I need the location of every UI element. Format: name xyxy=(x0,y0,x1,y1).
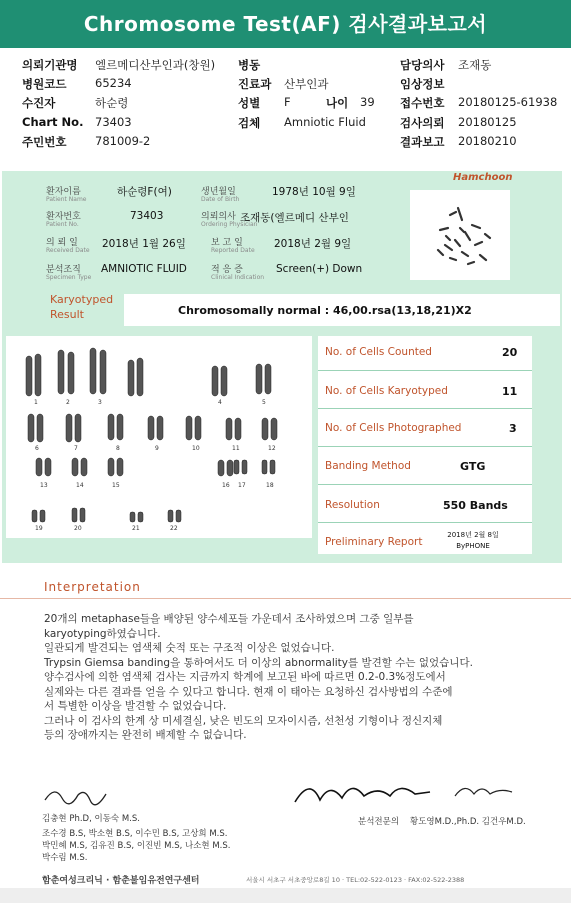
hdr-specimen-value: Amniotic Fluid xyxy=(284,115,366,129)
chr-label-9: 9 xyxy=(155,445,159,452)
received-sub: Received Date xyxy=(46,247,90,254)
footer-address: 서울시 서초구 서초중앙로8길 10 · TEL:02-522-0123 · FAX:02-522-2388 xyxy=(246,876,465,884)
hdr-request-value: 20180125 xyxy=(458,115,517,129)
chr-label-7: 7 xyxy=(74,445,78,452)
stats-divider xyxy=(318,408,532,409)
specialist-label: 분석전문의 xyxy=(358,817,400,827)
hdr-receipt: 접수번호 xyxy=(400,96,445,110)
chr-label-3: 3 xyxy=(98,399,102,406)
cells-karyotyped-label: No. of Cells Karyotyped xyxy=(325,385,448,397)
hdr-code-value: 65234 xyxy=(95,76,132,90)
received-label: 의 뢰 일 xyxy=(46,238,78,248)
metaphase-image xyxy=(410,190,510,280)
hdr-age-value: 39 xyxy=(360,95,375,109)
specimen-sub: Specimen Type xyxy=(46,274,92,281)
hdr-ward: 병동 xyxy=(238,58,261,72)
stats-divider xyxy=(318,446,532,447)
signature-names: 조수경 B.S, 박소현 B.S, 이수민 B.S, 고상희 M.S. xyxy=(42,829,228,839)
chr-label-5: 5 xyxy=(262,399,266,406)
hdr-patient: 수진자 xyxy=(22,96,56,110)
karyotyped-label-1: Karyotyped xyxy=(50,293,114,306)
indication-value: Screen(+) Down xyxy=(276,263,363,275)
hdr-clinic: 의뢰기관명 xyxy=(22,58,78,72)
hdr-result-date-value: 20180210 xyxy=(458,134,517,148)
banding-label: Banding Method xyxy=(325,460,411,472)
stats-divider xyxy=(318,522,532,523)
indication-label: 적 응 증 xyxy=(211,265,243,275)
hdr-request: 검사의뢰 xyxy=(400,116,445,130)
hdr-resident-value: 781009-2 xyxy=(95,134,151,148)
birth-label: 생년월일 xyxy=(201,187,236,197)
hdr-result-date: 결과보고 xyxy=(400,135,445,149)
interpretation-line: 양수검사에 의한 염색체 검사는 지금까지 학계에 보고된 바에 따르면 0.2-0.3%정도에서 xyxy=(44,671,446,683)
hdr-patient-value: 하순령 xyxy=(95,96,129,110)
birth-value: 1978년 10월 9일 xyxy=(272,186,356,198)
chr-label-18: 18 xyxy=(266,482,274,489)
footer-clinic-name: 함춘여성크리닉 · 함춘불임유전연구센터 xyxy=(42,876,200,886)
specimen-label: 분석조직 xyxy=(46,265,81,275)
banding-value: GTG xyxy=(460,460,486,473)
lab-logo: Hamchoon xyxy=(453,172,513,183)
karyogram-chromosomes xyxy=(6,336,312,538)
hdr-dept: 진료과 xyxy=(238,77,272,91)
chr-label-6: 6 xyxy=(35,445,39,452)
interpretation-divider xyxy=(0,598,571,599)
physician-sub: Ordering Physician xyxy=(201,221,258,228)
preliminary-via: ByPHONE xyxy=(456,542,490,550)
chr-label-13: 13 xyxy=(40,482,48,489)
chr-label-14: 14 xyxy=(76,482,84,489)
preliminary-value xyxy=(438,530,508,552)
signature-left xyxy=(40,780,110,810)
signature-names: 박수림 M.S. xyxy=(42,853,88,863)
birth-sub: Date of Birth xyxy=(201,196,240,203)
interpretation-line: karyotyping하였습니다. xyxy=(44,627,161,640)
footer-band xyxy=(0,888,571,903)
hdr-resident: 주민번호 xyxy=(22,135,67,149)
chr-label-10: 10 xyxy=(192,445,200,452)
stats-divider xyxy=(318,370,532,371)
interpretation-title: Interpretation xyxy=(44,580,141,594)
stats-divider xyxy=(318,484,532,485)
interpretation-line: 그러나 이 검사의 한계 상 미세결실, 낮은 빈도의 모자이시즘, 선천성 기형이나 정신지체 xyxy=(44,714,443,727)
resolution-label: Resolution xyxy=(325,499,380,511)
chr-label-11: 11 xyxy=(232,445,240,452)
resolution-value: 550 Bands xyxy=(443,499,508,512)
cells-karyotyped-value: 11 xyxy=(502,385,518,398)
interpretation-line: 20개의 metaphase들을 배양된 양수세포들 가운데서 조사하였으며 그중 일부를 xyxy=(44,613,414,625)
interpretation-line: 실제와는 다른 결과를 얻을 수 있다고 합니다. 현재 이 태아는 요청하신 검사방법의 수준에 xyxy=(44,685,453,698)
chr-label-20: 20 xyxy=(74,525,82,532)
hdr-chart: Chart No. xyxy=(22,115,84,129)
hdr-sex-value: F xyxy=(284,95,291,109)
received-value: 2018년 1월 26일 xyxy=(102,238,186,250)
cells-photographed-label: No. of Cells Photographed xyxy=(325,422,462,434)
cells-counted-value: 20 xyxy=(502,346,518,359)
specimen-value: AMNIOTIC FLUID xyxy=(101,263,187,275)
hdr-clinic-value: 엘르메디산부인과(창원) xyxy=(95,58,216,72)
chr-label-19: 19 xyxy=(35,525,43,532)
chr-label-8: 8 xyxy=(116,445,120,452)
preliminary-label: Preliminary Report xyxy=(325,536,423,548)
hdr-doctor-value: 조재동 xyxy=(458,58,492,72)
signature-right xyxy=(290,772,520,814)
hdr-sex: 성별 xyxy=(238,96,261,110)
interpretation-line: Trypsin Giemsa banding을 통하여서도 더 이상의 abnormality를 발견할 수는 없었습니다. xyxy=(44,656,473,669)
physician-label: 의뢰의사 xyxy=(201,212,236,222)
hdr-age: 나이 xyxy=(326,96,349,110)
indication-sub: Clinical Indication xyxy=(211,274,265,281)
signature-names: 박민혜 M.S, 김유진 B.S, 이진빈 M.S, 나소현 M.S. xyxy=(42,841,231,851)
chr-label-2: 2 xyxy=(66,399,70,406)
karyotyped-label-2: Result xyxy=(50,308,84,321)
interpretation-text xyxy=(44,612,473,743)
hdr-clinical: 임상정보 xyxy=(400,77,445,91)
hdr-doctor: 담당의사 xyxy=(400,58,445,72)
preliminary-date: 2018년 2월 8일 xyxy=(447,531,499,539)
interpretation-line: 서 특별한 이상을 발견할 수 없었습니다. xyxy=(44,700,227,712)
hdr-receipt-value: 20180125-61938 xyxy=(458,95,558,109)
interpretation-line: 등의 장애까지는 완전히 배제할 수 없습니다. xyxy=(44,729,247,741)
patient-no-sub: Patient No. xyxy=(46,221,79,228)
karyotype-result: Chromosomally normal : 46,00.rsa(13,18,21)X2 xyxy=(178,304,472,317)
report-title: Chromosome Test(AF) 검사결과보고서 xyxy=(0,0,571,48)
hdr-specimen: 검체 xyxy=(238,116,261,130)
cells-counted-label: No. of Cells Counted xyxy=(325,346,432,358)
patient-no-label: 환자번호 xyxy=(46,212,81,222)
chr-label-17: 17 xyxy=(238,482,246,489)
cells-photographed-value: 3 xyxy=(509,422,517,435)
physician-value: 조재동(엘르메디 산부인 xyxy=(240,212,349,224)
chr-label-4: 4 xyxy=(218,399,222,406)
patient-name-value: 하순령F(여) xyxy=(117,186,172,198)
reported-value: 2018년 2월 9일 xyxy=(274,238,352,250)
interpretation-line: 일관되게 발견되는 염색체 숫적 또는 구조적 이상은 없었습니다. xyxy=(44,642,335,654)
reported-label: 보 고 일 xyxy=(211,238,243,248)
hdr-dept-value: 산부인과 xyxy=(284,77,329,91)
chr-label-16: 16 xyxy=(222,482,230,489)
reported-sub: Reported Date xyxy=(211,247,255,254)
signature-names: 김충현 Ph.D, 이동숙 M.S. xyxy=(42,814,140,824)
chr-label-15: 15 xyxy=(112,482,120,489)
patient-name-label: 환자이름 xyxy=(46,187,81,197)
chr-label-1: 1 xyxy=(34,399,38,406)
hdr-code: 병원코드 xyxy=(22,77,67,91)
patient-no-value: 73403 xyxy=(130,210,164,222)
specialist-names: 황도영M.D.,Ph.D. 김건우M.D. xyxy=(410,817,526,827)
chr-label-21: 21 xyxy=(132,525,140,532)
chr-label-22: 22 xyxy=(170,525,178,532)
hdr-chart-value: 73403 xyxy=(95,115,132,129)
chr-label-12: 12 xyxy=(268,445,276,452)
patient-name-sub: Patient Name xyxy=(46,196,87,203)
